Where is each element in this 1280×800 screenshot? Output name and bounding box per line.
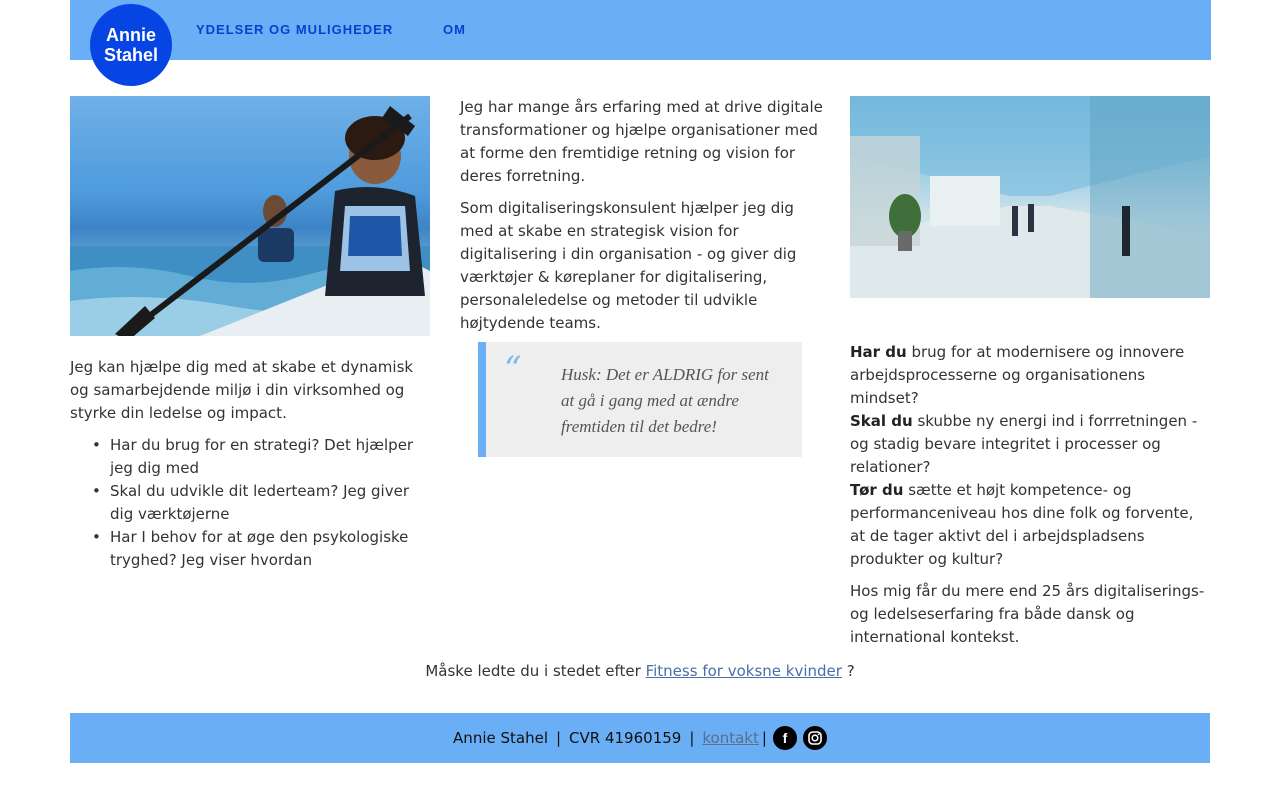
footer-sep: | [689, 728, 695, 747]
alt-search-line [0, 660, 1280, 683]
site-logo[interactable] [90, 4, 172, 86]
col3-questions [850, 341, 1210, 571]
nav-om[interactable]: OM [443, 22, 466, 37]
q1-bold: Har du [850, 343, 907, 361]
quote-text: Husk: Det er ALDRIG for sent at gå i gang med at ændre fremtiden til det bedre! [561, 365, 769, 436]
col2-paragraph-1: Jeg har mange års erfaring med at drive digitale transformationer og hjælpe organisationer med at forme den fremtidige retning og vision for deres forretning. [460, 98, 823, 185]
q1-text: brug for at modernisere og innovere arbejdsprocesserne og organisationens mindset? [850, 343, 1185, 407]
col1-intro [70, 356, 430, 434]
instagram-icon[interactable] [803, 726, 827, 750]
nav-ydelser[interactable]: YDELSER OG MULIGHEDER [196, 22, 394, 37]
col3-text [850, 341, 1210, 658]
facebook-icon[interactable]: f [773, 726, 797, 750]
quote-mark-icon: “ [504, 349, 522, 389]
col1-intro-text: Jeg kan hjælpe dig med at skabe et dynamisk og samarbejdende miljø i din virksomhed og styrke din ledelse og impact. [70, 358, 414, 422]
alt-suffix: ? [841, 662, 855, 680]
col3-paragraph-2: Hos mig får du mere end 25 års digitaliserings- og ledelseserfaring fra både dansk og international kontekst. [850, 582, 1205, 646]
logo-line-1: Annie [105, 25, 156, 45]
footer-sep: | [555, 728, 562, 747]
col2-text [460, 96, 825, 344]
q3-bold: Tør du [850, 481, 904, 499]
footer-bar [70, 713, 1210, 763]
footer-name: Annie Stahel [453, 728, 548, 747]
q2-text: skubbe ny energi ind i forrretningen - og stadig bevare integritet i processer og relationer? [850, 412, 1198, 476]
fitness-link[interactable]: Fitness for voksne kvinder [645, 662, 842, 680]
alt-prefix: Måske ledte du i stedet efter [425, 662, 646, 680]
q3-text: sætte et højt kompetence- og performanceniveau hos dine folk og forvente, at de tager aktivt del i arbejdspladsens produkter og kultur? [850, 481, 1194, 568]
quote-box [478, 342, 802, 457]
footer-sep: | [761, 728, 767, 747]
col2-paragraph-2: Som digitaliseringskonsulent hjælper jeg dig med at skabe en strategisk vision for digitalisering i din organisation - og giver dig værktøjer & køreplaner for digitalisering, personaleledelse og metoder til udvikle højtydende teams. [460, 199, 797, 332]
list-item: • Skal du udvikle dit lederteam? Jeg giver dig værktøjerne [70, 480, 430, 526]
office-photo [850, 96, 1210, 298]
q2-bold: Skal du [850, 412, 913, 430]
footer-cvr: CVR 41960159 [569, 728, 682, 747]
footer-contact-link[interactable]: kontakt [702, 728, 759, 747]
logo-line-2: Stahel [103, 45, 159, 65]
kayak-photo [70, 96, 430, 336]
list-item: • Har du brug for en strategi? Det hjælper jeg dig med [70, 434, 430, 480]
col1-bullet-list [70, 434, 430, 572]
list-item: • Har I behov for at øge den psykologiske tryghed? Jeg viser hvordan [70, 526, 430, 572]
